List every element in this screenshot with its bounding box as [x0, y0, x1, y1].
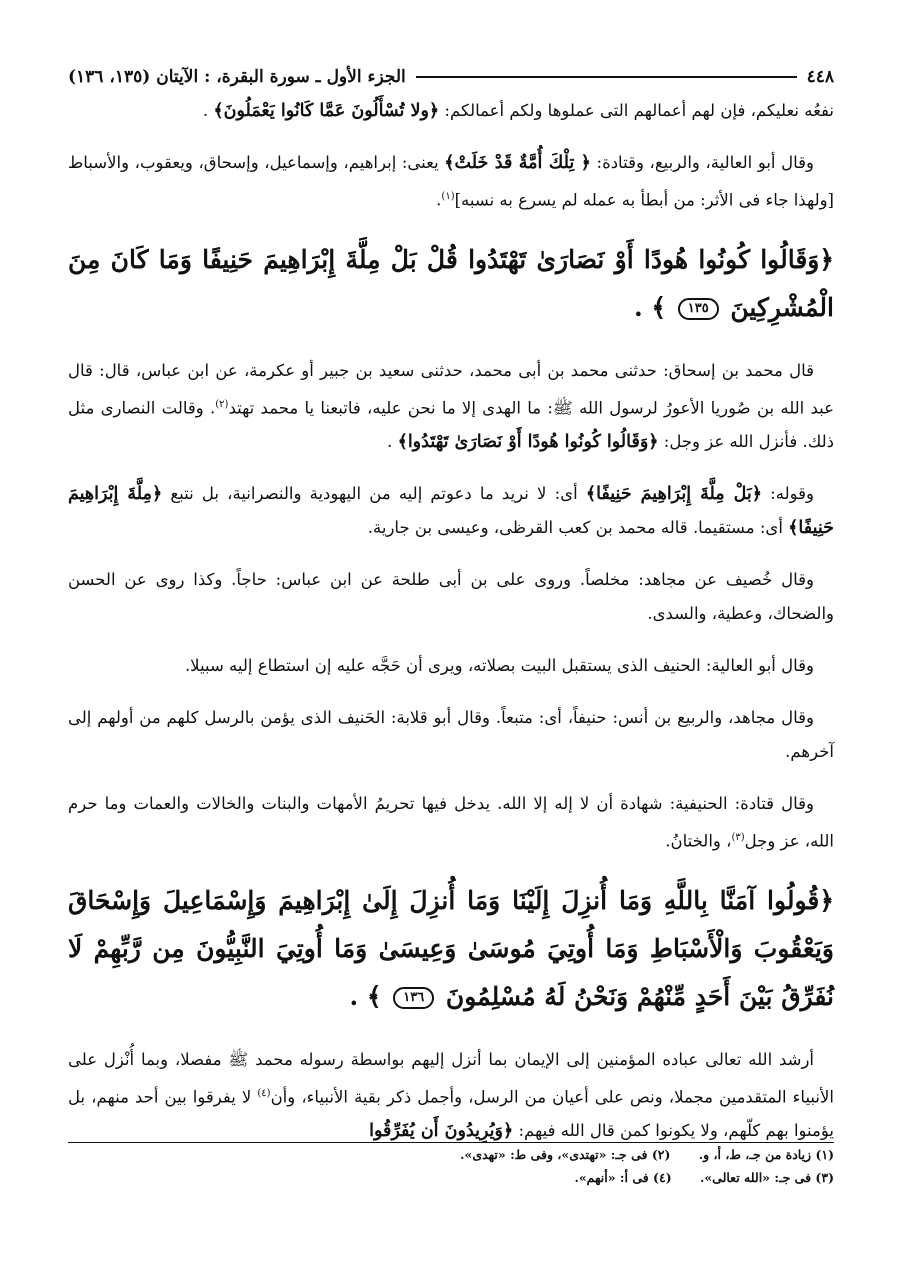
paragraph-text: . — [387, 432, 398, 451]
tafsir-paragraphs — [68, 1043, 834, 1149]
quran-quote: ﴿مِلَّةَ إِبْرَاهِيمَ حَنِيفًا﴾ — [68, 484, 834, 538]
paragraph-text: . وقالت النصارى مثل ذلك. فأنزل الله عز وجل: — [68, 398, 834, 451]
quran-quote: ﴿ولا تُسْأَلُونَ عَمَّا كَانُوا يَعْمَلُونَ﴾ — [213, 101, 440, 121]
paragraph — [68, 354, 834, 460]
quran-quote: ﴿ تِلْكَ أُمَّةٌ قَدْ خَلَتْ﴾ — [444, 153, 591, 173]
paragraph-text: أى: مستقيما. قاله محمد بن كعب القرظى، وعيسى بن جارية. — [367, 518, 789, 537]
footnote-3: (٣) فى جـ: «الله تعالى». — [699, 1170, 834, 1185]
page — [68, 60, 834, 1210]
ayah-number-136: ١٣٦ — [393, 987, 434, 1009]
ayah-number-135: ١٣٥ — [678, 298, 719, 320]
ayah-136 — [68, 877, 834, 1021]
paragraph — [68, 649, 834, 683]
paragraph-text: أى: لا نريد ما دعوتم إليه من اليهودية والنصرانية، بل نتبع — [162, 484, 586, 503]
running-header — [68, 60, 834, 94]
ayah-135-close: ﴾ . — [633, 292, 667, 322]
page-number: ٤٤٨ — [806, 67, 834, 87]
commentary-paragraphs — [68, 354, 834, 859]
paragraph — [68, 701, 834, 769]
paragraph — [68, 94, 834, 128]
ayah-136-text: ﴿قُولُوا آمَنَّا بِاللَّهِ وَمَا أُنزِلَ إِلَيْنَا وَمَا أُنزِلَ إِلَىٰ إِبْرَاهِيمَ وَإِسْمَاعِيلَ وَإِسْحَاقَ وَيَعْقُوبَ وَالْأَسْبَاطِ وَمَا أُوتِيَ مُوسَىٰ وَعِيسَىٰ وَمَا أُوتِيَ النَّبِيُّونَ مِن رَّبِّهِمْ لَا نُفَرِّقُ بَيْنَ أَحَدٍ مِّنْهُمْ وَنَحْنُ لَهُ مُسْلِمُونَ — [68, 885, 835, 1011]
paragraph-text: وقال أبو العالية، والربيع، وقتادة: — [590, 153, 814, 172]
paragraph-text: وقال مجاهد، والربيع بن أنس: حنيفاً، أى: متبعاً. وقال أبو قلابة: الحَنيف الذى يؤمن بالرسل كلهم من أولهم إلى آخرهم. — [68, 708, 834, 761]
footnote-line-1 — [68, 1143, 834, 1166]
quran-quote: ﴿وَقَالُوا كُونُوا هُودًا أَوْ نَصَارَىٰ تَهْتَدُوا﴾ — [397, 432, 659, 452]
footnote-ref: (٤) — [257, 1087, 271, 1099]
footnotes — [68, 1142, 834, 1189]
paragraph-text: وقال خُصيف عن مجاهد: مخلصاً. وروى على بن أبى طلحة عن ابن عباس: حاجاً. وكذا روى عن الحسن والضحاك، وعطية، والسدى. — [68, 570, 834, 623]
header-rule — [416, 76, 797, 78]
footnote-ref: (٢) — [215, 398, 229, 410]
paragraph — [68, 146, 834, 218]
footnote-4: (٤) فى أ: «أنهم». — [574, 1170, 672, 1185]
paragraph-text: يعنى: إبراهيم، وإسماعيل، وإسحاق، ويعقوب، والأسباط [ولهذا جاء فى الأثر: من أبطأ به عمله لم يسرع به نسبه] — [68, 153, 834, 210]
paragraph-text: . — [202, 101, 214, 120]
running-title: الجزء الأول ـ سورة البقرة، : الآيتان (١٣٥، ١٣٦) — [68, 67, 406, 87]
footnote-ref: (١) — [441, 191, 455, 202]
footnote-ref: (٣) — [731, 832, 745, 843]
footnote-2: (٢) فى جـ: «تهتدى»، وفى ط: «تهدى». — [460, 1147, 671, 1162]
paragraph-text: وقال قتادة: الحنيفية: شهادة أن لا إله إلا الله. يدخل فيها تحريمُ الأمهات والبنات والخالات والعمات وما حرم الله، عز وجل — [68, 794, 834, 851]
quran-quote: ﴿وَيُرِيدُونَ أَن يُفَرِّقُوا — [369, 1121, 514, 1141]
paragraph-text: . — [436, 190, 442, 210]
ayah-135 — [68, 236, 834, 332]
footnote-line-2 — [68, 1166, 834, 1189]
paragraph — [68, 563, 834, 631]
paragraph — [68, 787, 834, 859]
footnote-1: (١) زيادة من جـ، ط، أ، و. — [698, 1147, 834, 1162]
paragraph-text: أرشد الله تعالى عباده المؤمنين إلى الإيمان بما أنزل إليهم بواسطة رسوله محمد ﷺ مفصلا، وبما أُنْزل على الأنبياء المتقدمين مجملا، ونص على أعيان من الرسل، وأجمل ذكر بقية الأنبياء، وأن — [68, 1049, 834, 1106]
ayah-135-text: ﴿وَقَالُوا كُونُوا هُودًا أَوْ نَصَارَىٰ تَهْتَدُوا قُلْ بَلْ مِلَّةَ إِبْرَاهِيمَ حَنِيفًا وَمَا كَانَ مِنَ الْمُشْرِكِينَ — [68, 244, 834, 322]
paragraph-text: وقوله: — [762, 484, 814, 503]
paragraph-text: لا يفرقوا بين أحد منهم، بل يؤمنوا بهم كلّهم، ولا يكونوا كمن قال الله فيهم: — [68, 1087, 834, 1140]
intro-paragraphs — [68, 94, 834, 218]
paragraph-text: قال محمد بن إسحاق: حدثنى محمد بن أبى محمد، حدثنى سعيد بن جبير أو عكرمة، عن ابن عباس، قال: قال عبد الله بن صُوريا الأعورُ لرسول الله ﷺ: ما الهدى إلا ما نحن عليه، فاتبعنا يا محمد تهتد — [68, 360, 835, 417]
paragraph-text: نفعُه نعليكم، فإن لهم أعمالهم التى عملوها ولكم أعمالكم: — [439, 101, 834, 120]
paragraph-text: وقال أبو العالية: الحنيف الذى يستقبل البيت بصلاته، ويرى أن حَجَّه عليه إن استطاع إليه سبيلا. — [184, 656, 814, 675]
paragraph — [68, 477, 834, 545]
paragraph — [68, 1043, 834, 1149]
quran-quote: ﴿بَلْ مِلَّةَ إِبْرَاهِيمَ حَنِيفًا﴾ — [585, 484, 763, 504]
ayah-136-close: ﴾ . — [349, 981, 382, 1011]
paragraph-text: ، والختانُ. — [665, 831, 732, 851]
